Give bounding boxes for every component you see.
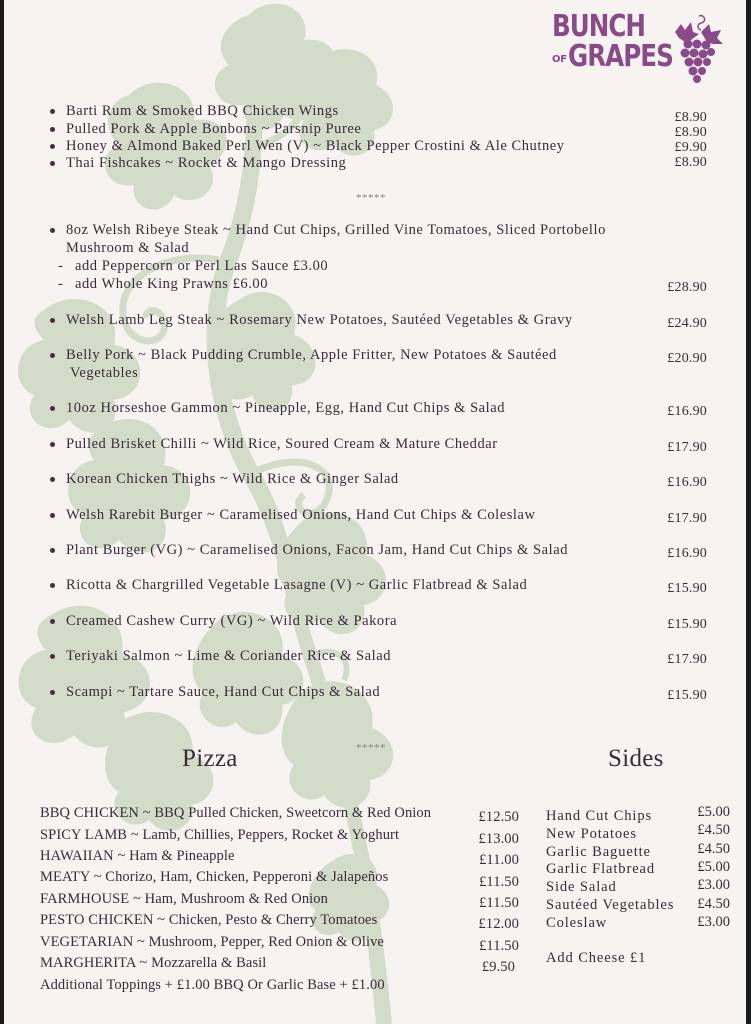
main-price: £17.90 [667, 511, 707, 526]
main-item: Korean Chicken Thighs ~ Wild Rice & Ginger Salad [66, 471, 399, 487]
pizza-price: £9.50 [481, 959, 515, 975]
main-item-line2: Vegetables [70, 365, 139, 381]
side-item: Coleslaw [546, 915, 608, 931]
pizza-price: £12.50 [478, 809, 519, 825]
main-item: Plant Burger (VG) ~ Caramelised Onions, Facon Jam, Hand Cut Chips & Salad [66, 542, 569, 558]
main-item: Pulled Brisket Chilli ~ Wild Rice, Soured Cream & Mature Cheddar [66, 436, 498, 452]
pizza-price: £11.50 [479, 895, 519, 911]
pizza-extras: Additional Toppings + £1.00 BBQ Or Garlic Base + £1.00 [40, 977, 385, 993]
side-item: New Potatoes [546, 826, 637, 842]
starter-price: £8.90 [674, 110, 707, 125]
addon-item: add Whole King Prawns £6.00 [75, 276, 268, 292]
pizza-item: MARGHERITA ~ Mozzarella & Basil [40, 955, 267, 971]
main-item: 8oz Welsh Ribeye Steak ~ Hand Cut Chips, Grilled Vine Tomatoes, Sliced Portobello [66, 222, 606, 238]
pizza-price: £11.50 [479, 938, 519, 954]
separator-stars: ***** [356, 192, 386, 204]
side-item: Garlic Baguette [546, 844, 651, 860]
separator-stars: ***** [356, 742, 386, 754]
pizza-item: FARMHOUSE ~ Ham, Mushroom & Red Onion [40, 891, 328, 907]
starter-item: Barti Rum & Smoked BBQ Chicken Wings [66, 103, 339, 119]
main-item: 10oz Horseshoe Gammon ~ Pineapple, Egg, Hand Cut Chips & Salad [66, 400, 506, 416]
pizza-item: HAWAIIAN ~ Ham & Pineapple [40, 848, 235, 864]
main-price: £17.90 [667, 652, 707, 667]
menu-page [4, 0, 746, 1024]
pizza-price: £11.00 [479, 852, 519, 868]
side-price: £5.00 [697, 859, 730, 875]
pizza-item: SPICY LAMB ~ Lamb, Chillies, Peppers, Rocket & Yoghurt [40, 827, 400, 843]
addon-dash: - [58, 276, 64, 292]
main-item: Welsh Rarebit Burger ~ Caramelised Onions, Hand Cut Chips & Coleslaw [66, 507, 536, 523]
pizza-item: VEGETARIAN ~ Mushroom, Pepper, Red Onion & Olive [40, 934, 384, 950]
side-price: £5.00 [697, 804, 730, 820]
pizza-price: £12.00 [478, 916, 519, 932]
main-price: £15.90 [667, 581, 707, 596]
side-item: Garlic Flatbread [546, 861, 656, 877]
logo-line1: BUNCH [552, 9, 646, 44]
main-item-line2: Mushroom & Salad [66, 240, 190, 256]
side-item: Hand Cut Chips [546, 808, 653, 824]
sides-heading: Sides [608, 745, 664, 772]
side-price: £3.00 [697, 914, 730, 930]
starter-price: £8.90 [674, 155, 707, 170]
starter-price: £8.90 [674, 125, 707, 140]
side-price: £4.50 [697, 841, 730, 857]
addon-item: add Peppercorn or Perl Las Sauce £3.00 [75, 258, 329, 274]
pizza-heading: Pizza [182, 745, 238, 772]
side-item: Sautéed Vegetables [546, 897, 675, 913]
main-price: £16.90 [667, 475, 707, 490]
main-price: £15.90 [667, 688, 707, 703]
main-price: £17.90 [667, 440, 707, 455]
main-price: £16.90 [667, 546, 707, 561]
main-price: £28.90 [667, 280, 707, 295]
pizza-item: BBQ CHICKEN ~ BBQ Pulled Chicken, Sweetcorn & Red Onion [40, 805, 432, 821]
starter-item: Pulled Pork & Apple Bonbons ~ Parsnip Puree [66, 121, 362, 137]
main-price: £15.90 [667, 617, 707, 632]
side-price: £3.00 [697, 877, 730, 893]
starter-item: Honey & Almond Baked Perl Wen (V) ~ Black Pepper Crostini & Ale Chutney [66, 138, 565, 154]
sides-note: Add Cheese £1 [546, 950, 647, 966]
main-item: Belly Pork ~ Black Pudding Crumble, Apple Fritter, New Potatoes & Sautéed [66, 347, 557, 363]
side-price: £4.50 [697, 822, 730, 838]
main-item: Ricotta & Chargrilled Vegetable Lasagne (V) ~ Garlic Flatbread & Salad [66, 577, 528, 593]
starter-item: Thai Fishcakes ~ Rocket & Mango Dressing [66, 155, 347, 171]
pizza-price: £11.50 [479, 874, 519, 890]
grapes-icon [671, 12, 727, 88]
side-price: £4.50 [697, 896, 730, 912]
main-item: Scampi ~ Tartare Sauce, Hand Cut Chips & Salad [66, 684, 381, 700]
addon-dash: - [58, 258, 64, 274]
pizza-price: £13.00 [478, 831, 519, 847]
pizza-item: MEATY ~ Chorizo, Ham, Chicken, Pepperoni & Jalapeños [40, 869, 389, 885]
main-price: £20.90 [667, 351, 707, 366]
pizza-item: PESTO CHICKEN ~ Chicken, Pesto & Cherry Tomatoes [40, 912, 378, 928]
starter-price: £9.90 [674, 140, 707, 155]
side-item: Side Salad [546, 879, 617, 895]
main-item: Creamed Cashew Curry (VG) ~ Wild Rice & Pakora [66, 613, 398, 629]
main-item: Welsh Lamb Leg Steak ~ Rosemary New Potatoes, Sautéed Vegetables & Gravy [66, 312, 573, 328]
main-price: £24.90 [667, 316, 707, 331]
main-item: Teriyaki Salmon ~ Lime & Coriander Rice & Salad [66, 648, 392, 664]
logo-line2: GRAPES [568, 39, 673, 74]
logo-of: OF [552, 54, 567, 65]
main-price: £16.90 [667, 404, 707, 419]
